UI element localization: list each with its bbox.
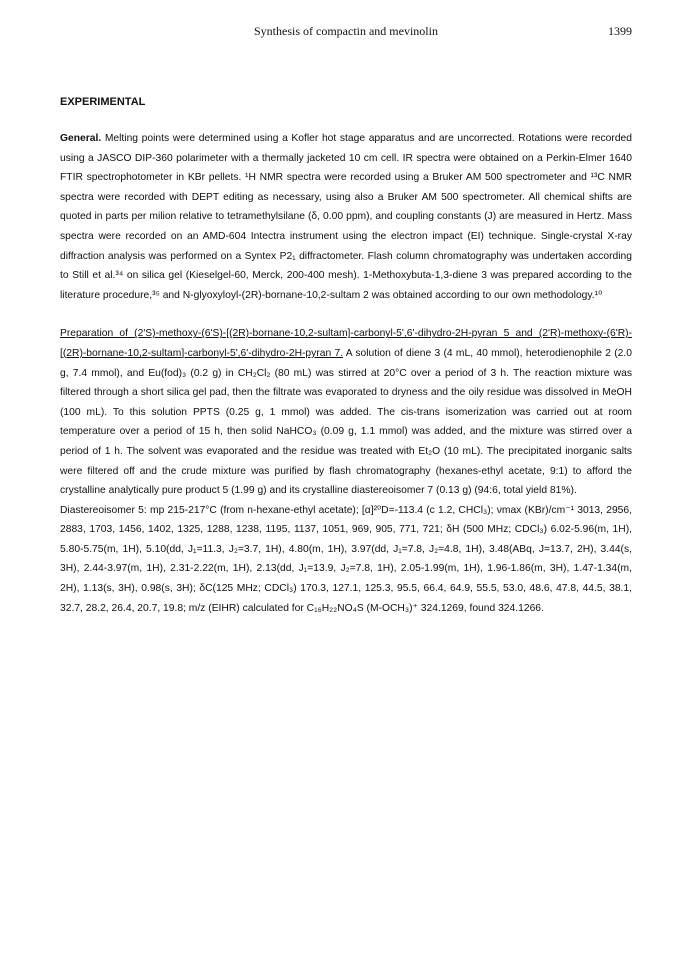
preparation-heading: Preparation of (2'S)-methoxy-(6'S)-[(2R)-bornane-10,2-sultam]-carbonyl-5',6'-dihydro-2H-pyran 5 and (2'R)-methoxy-(6'R)-[(2R)-bornane-10,2-sultam]-carbonyl-5',6'-dihydro-2H-pyran 7.	[60, 328, 632, 359]
preparation-paragraph	[60, 324, 632, 500]
section-title: EXPERIMENTAL	[60, 96, 146, 108]
running-head	[0, 22, 692, 42]
general-heading: General.	[60, 133, 102, 144]
running-title: Synthesis of compactin and mevinolin	[254, 24, 438, 38]
article-body	[60, 95, 632, 618]
preparation-text: A solution of diene 3 (4 mL, 40 mmol), heterodienophile 2 (2.0 g, 7.4 mmol), and Eu(fod)₃ (0.2 g) in CH₂Cl₂ (80 mL) was stirred at 20°C over a period of 3 h. The reaction mixture was filtered through a short silica gel pad, then the filtrate was evaporated to dryness and the oily residue was dissolved in MeOH (100 mL). To this solution PPTS (0.25 g, 1 mmol) was added. The cis-trans isomerization was carried out at room temperature over a period of 15 h, then solid NaHCO₃ (0.09 g, 1.1 mmol) was added, and the mixture was stirred over a period of 1 h. The solvent was evaporated and the residue was treated with Et₂O (10 mL). The precipitated inorganic salts were filtered off and the crude mixture was purified by flash chromatography (hexanes-ethyl acetate, 9:1) to afford the crystalline analytically pure product 5 (1.99 g) and its crystalline diastereoisomer 7 (0.13 g) (94:6, total yield 81%).	[60, 347, 632, 497]
general-paragraph	[60, 129, 632, 305]
general-text: Melting points were determined using a Kofler hot stage apparatus and are uncorrected. Rotations were recorded using a JASCO DIP-360 polarimeter with a thermally jacketed 10 cm cell. IR spectra were obtained on a Perkin-Elmer 1640 FTIR spectrophotometer in KBr pellets. ¹H NMR spectra were recorded using a Bruker AM 500 spectrometer and ¹³C NMR spectra were recorded with DEPT editing as necessary, using also a Bruker AM 500 spectrometer. All chemical shifts are quoted in parts per milion relative to tetramethylsilane (δ, 0.00 ppm), and coupling constants (J) are measured in Hertz. Mass spectra were recorded on an AMD-604 Intectra instrument using the electron impact (EI) technique. Single-crystal X-ray diffraction analysis was performed on a Syntex P2₁ diffractometer. Flash column chromatography was undertaken according to Still et al.³⁴ on silica gel (Kieselgel-60, Merck, 200-400 mesh). 1-Methoxybuta-1,3-diene 3 was prepared according to the literature procedure,³⁵ and N-glyoxyloyl-(2R)-bornane-10,2-sultam 2 was obtained according to our own methodology.¹⁰	[60, 133, 632, 301]
diastereoisomer-paragraph: Diastereoisomer 5: mp 215-217°C (from n-hexane-ethyl acetate); [α]²⁰D=-113.4 (c 1.2, CHCl₃); νmax (KBr)/cm⁻¹ 3013, 2956, 2883, 1703, 1456, 1402, 1325, 1288, 1238, 1195, 1137, 1051, 969, 905, 771, 721; δH (500 MHz; CDCl₃) 6.02-5.96(m, 1H), 5.80-5.75(m, 1H), 5.10(dd, J₁=11.3, J₂=3.7, 1H), 4.80(m, 1H), 3.97(dd, J₁=7.8, J₂=4.8, 1H), 3.48(ABq, J=13.7, 2H), 3.44(s, 3H), 2.44-3.97(m, 1H), 2.31-2.22(m, 1H), 2.13(dd, J₁=13.9, J₂=7.8, 1H), 2.05-1.99(m, 1H), 1.96-1.86(m, 3H), 1.47-1.34(m, 2H), 1.13(s, 3H), 0.98(s, 3H); δC(125 MHz; CDCl₃) 170.3, 127.1, 125.3, 95.5, 66.4, 64.9, 55.5, 53.0, 48.6, 47.8, 44.5, 38.1, 32.7, 28.2, 26.4, 20.7, 19.8; m/z (EIHR) calculated for C₁₆H₂₂NO₄S (M-OCH₃)⁺ 324.1269, found 324.1266.	[60, 504, 632, 614]
page-number: 1399	[608, 24, 632, 38]
